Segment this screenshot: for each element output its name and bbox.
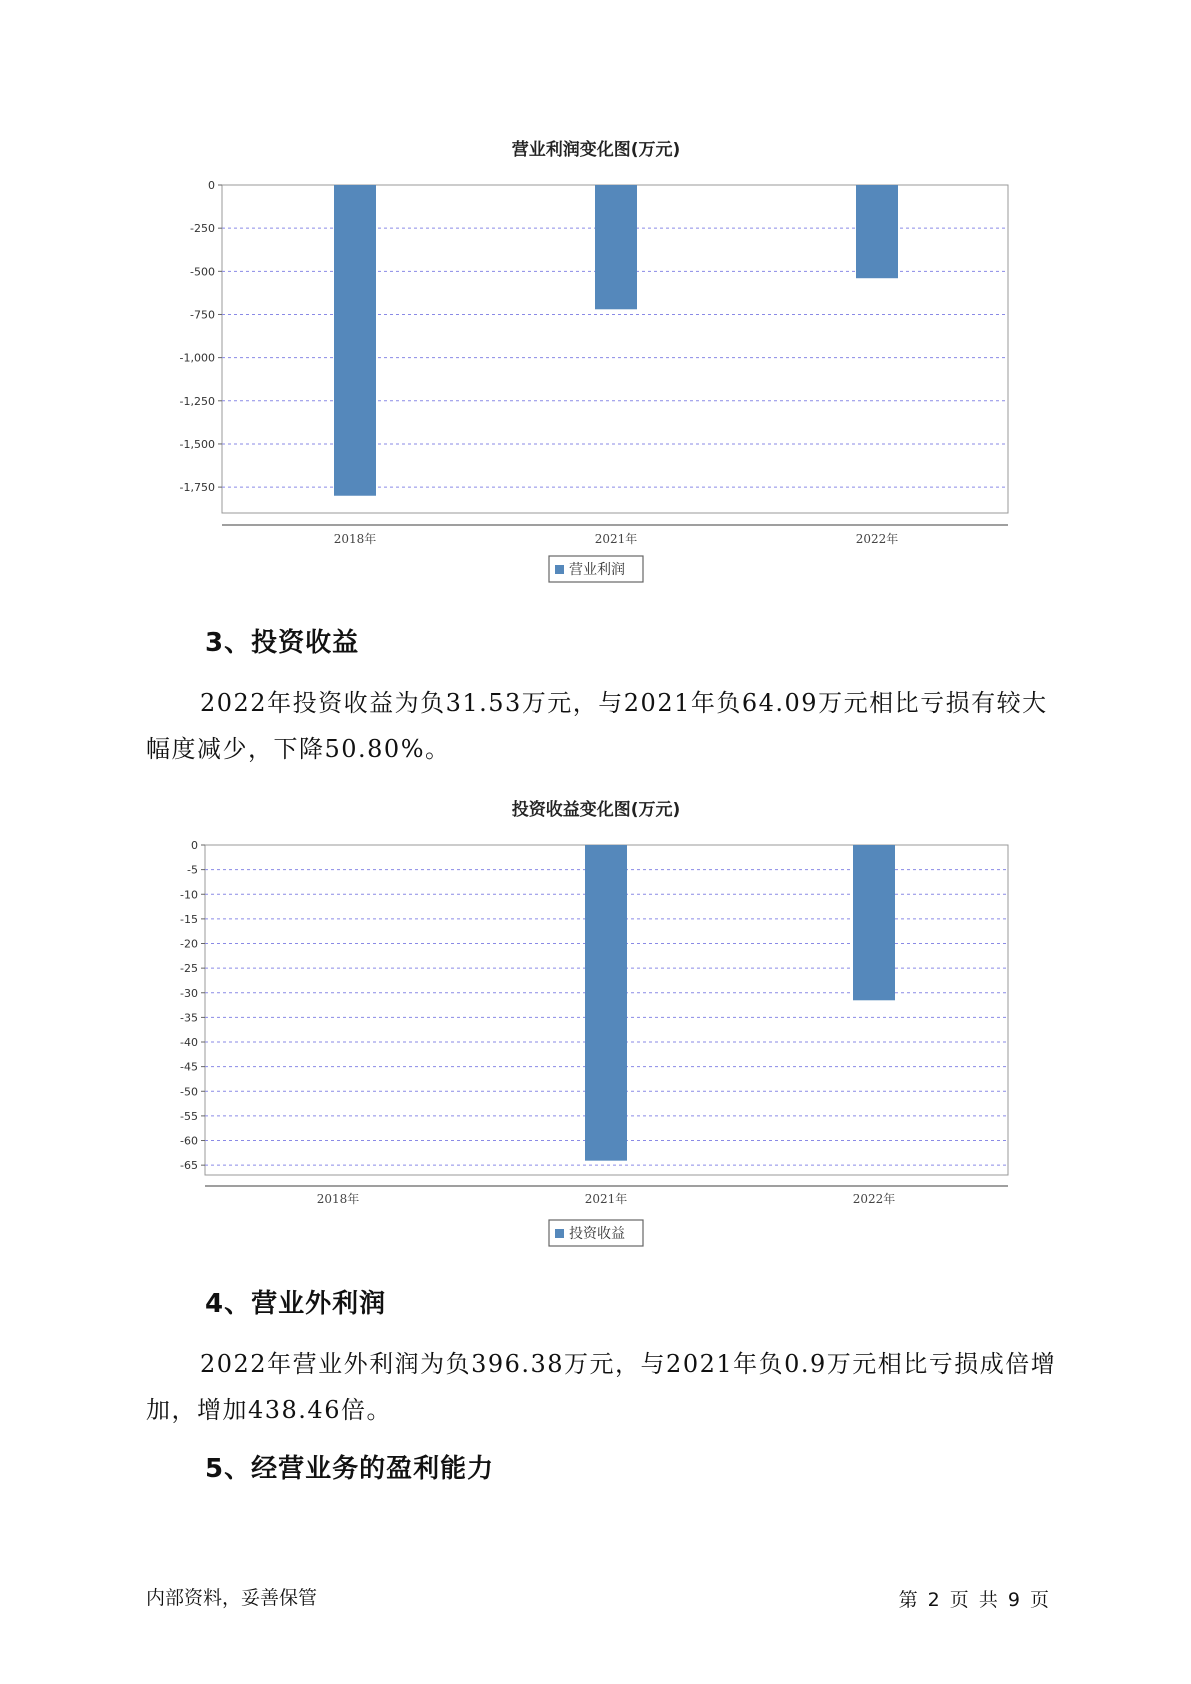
section-4-heading: 4、营业外利润 bbox=[205, 1289, 387, 1319]
y-tick-label: 0 bbox=[208, 179, 215, 192]
x-tick-label: 2021年 bbox=[594, 532, 638, 546]
y-tick-label: -15 bbox=[180, 912, 198, 926]
legend-label: 投资收益 bbox=[569, 1226, 625, 1242]
y-tick-label: -1,750 bbox=[179, 481, 215, 495]
y-tick-label: -1,000 bbox=[179, 351, 215, 365]
x-tick-label: 2021年 bbox=[584, 1192, 628, 1206]
y-tick-label: -250 bbox=[190, 222, 215, 236]
y-tick-label: -750 bbox=[190, 308, 215, 322]
legend-swatch bbox=[555, 1229, 564, 1238]
y-tick-label: -30 bbox=[180, 986, 198, 1000]
y-tick-label: -1,250 bbox=[179, 394, 215, 408]
y-tick-label: -50 bbox=[180, 1085, 198, 1099]
x-tick-label: 2022年 bbox=[855, 532, 899, 546]
footer-confidential: 内部资料，妥善保管 bbox=[146, 1587, 318, 1609]
y-tick-label: 0 bbox=[191, 839, 198, 852]
footer-page-number: 第 2 页 共 9 页 bbox=[898, 1589, 1051, 1611]
chart-title: 投资收益变化图(万元) bbox=[511, 800, 681, 820]
y-tick-label: -5 bbox=[187, 863, 198, 877]
chart-title: 营业利润变化图(万元) bbox=[511, 140, 681, 160]
y-tick-label: -500 bbox=[190, 265, 215, 279]
legend-label: 营业利润 bbox=[569, 562, 625, 578]
y-tick-label: -10 bbox=[180, 888, 198, 902]
bar-2022年 bbox=[853, 845, 895, 1000]
y-tick-label: -1,500 bbox=[179, 437, 215, 451]
bar-2021年 bbox=[585, 845, 627, 1161]
y-tick-label: -35 bbox=[180, 1011, 198, 1025]
y-tick-label: -60 bbox=[180, 1134, 198, 1148]
section-3-paragraph: 2022年投资收益为负31.53万元，与2021年负64.09万元相比亏损有较大幅度减少，下降50.80%。 bbox=[146, 689, 1048, 763]
y-tick-label: -55 bbox=[180, 1109, 198, 1123]
section-4-paragraph: 2022年营业外利润为负396.38万元，与2021年负0.9万元相比亏损成倍增加，增加438.46倍。 bbox=[146, 1350, 1057, 1424]
x-tick-label: 2022年 bbox=[852, 1192, 896, 1206]
y-tick-label: -40 bbox=[180, 1036, 198, 1050]
y-tick-label: -65 bbox=[180, 1159, 198, 1173]
section-5-heading: 5、经营业务的盈利能力 bbox=[205, 1454, 495, 1484]
y-tick-label: -45 bbox=[180, 1060, 198, 1074]
legend bbox=[549, 1220, 643, 1246]
x-tick-label: 2018年 bbox=[316, 1192, 360, 1206]
y-tick-label: -20 bbox=[180, 937, 198, 951]
section-3-heading: 3、投资收益 bbox=[205, 628, 360, 658]
x-tick-label: 2018年 bbox=[333, 532, 377, 546]
y-tick-label: -25 bbox=[180, 962, 198, 976]
